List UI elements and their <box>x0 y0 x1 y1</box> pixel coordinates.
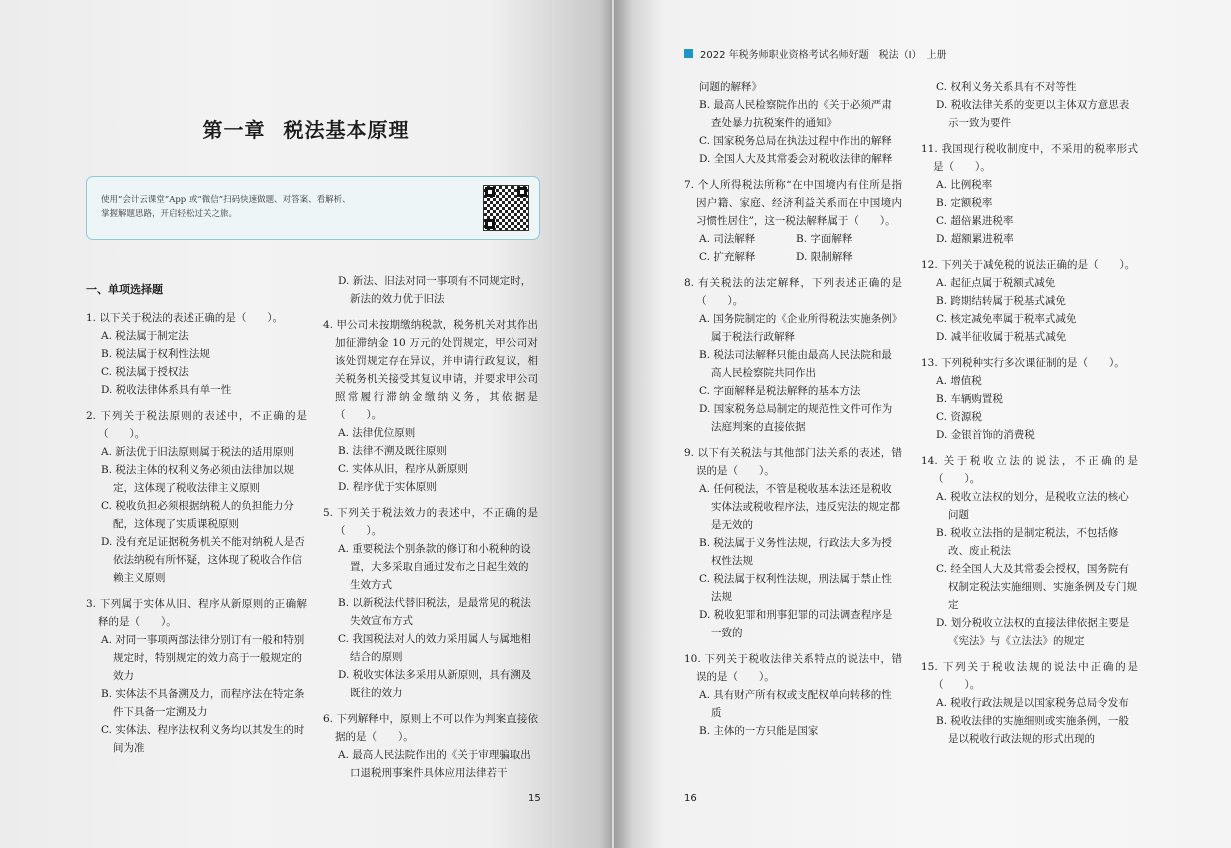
question-stem: 11. 我国现行税收制度中，不采用的税率形式是（ ）。 <box>921 143 1138 173</box>
answer-option: B. 字面解释 <box>796 233 853 245</box>
answer-option: C. 国家税务总局在执法过程中作出的解释 <box>699 135 892 147</box>
answer-option: A. 最高人民法院作出的《关于审理骗取出口退税刑事案件具体应用法律若干 <box>338 749 531 779</box>
question-stem: 7. 个人所得税法所称“在中国境内有住所是指因户籍、家庭、经济利益关系而在中国境内习惯性居住”，这一税法解释属于（ ）。 <box>684 179 902 227</box>
answer-option: A. 增值税 <box>936 375 982 387</box>
header-square-icon <box>684 49 693 58</box>
answer-option: A. 起征点属于税额式减免 <box>936 277 1056 289</box>
question-item <box>684 650 902 740</box>
answer-option: A. 比例税率 <box>936 179 993 191</box>
answer-option: D. 减半征收属于税基式减免 <box>936 331 1067 343</box>
question-item <box>684 274 902 436</box>
answer-option: A. 国务院制定的《企业所得税法实施条例》属于税法行政解释 <box>699 313 898 343</box>
qr-finder-icon <box>485 187 495 197</box>
answer-option: A. 具有财产所有权或支配权单向转移的性质 <box>699 689 892 719</box>
qr-finder-icon <box>485 219 495 229</box>
question-list <box>921 78 1138 748</box>
question-item <box>323 316 538 496</box>
section-title: 一、单项选择题 <box>86 283 163 296</box>
answer-option: C. 实体从旧，程序从新原则 <box>338 463 468 475</box>
question-item <box>323 272 538 308</box>
question-stem: 14. 关于税收立法的说法，不正确的是（ ）。 <box>921 455 1138 485</box>
question-stem: 8. 有关税法的法定解释，下列表述正确的是（ ）。 <box>684 277 902 307</box>
answer-option: A. 对同一事项两部法律分别订有一般和特别规定时，特别规定的效力高于一般规定的效力 <box>101 634 305 682</box>
answer-option: B. 车辆购置税 <box>936 393 1003 405</box>
answer-option: C. 字面解释是税法解释的基本方法 <box>699 385 861 397</box>
answer-option: C. 扩充解释 <box>699 251 756 263</box>
answer-option: B. 跨期结转属于税基式减免 <box>936 295 1066 307</box>
answer-option: A. 任何税法，不管是税收基本法还是税收实体法或税收程序法，违反宪法的规定都是无效的 <box>699 483 900 531</box>
answer-option: D. 国家税务总局制定的规范性文件可作为法庭判案的直接依据 <box>699 403 893 433</box>
answer-option: B. 税法主体的权利义务必须由法律加以规定，这体现了税收法律主义原则 <box>101 464 294 494</box>
answer-option: 问题的解释》 <box>699 81 762 93</box>
question-item <box>323 504 538 702</box>
question-stem: 10. 下列关于税收法律关系特点的说法中，错误的是（ ）。 <box>684 653 902 683</box>
right-column-1 <box>684 78 902 748</box>
chapter-name: 税法基本原理 <box>283 118 410 142</box>
question-item <box>921 256 1138 346</box>
answer-option: C. 实体法、程序法权利义务均以其发生的时间为准 <box>101 724 305 754</box>
answer-option: C. 超倍累进税率 <box>936 215 1014 227</box>
answer-option: D. 税收法律体系具有单一性 <box>101 384 232 396</box>
answer-option: B. 最高人民检察院作出的《关于必须严肃查处暴力抗税案件的通知》 <box>699 99 892 129</box>
answer-option: B. 实体法不具备溯及力，而程序法在特定条件下具备一定溯及力 <box>101 688 305 718</box>
answer-option: D. 税收犯罪和刑事犯罪的司法调查程序是一致的 <box>699 609 893 639</box>
qr-code-icon[interactable] <box>483 185 529 231</box>
question-stem: 3. 下列属于实体从旧、程序从新原则的正确解释的是（ ）。 <box>86 598 307 628</box>
question-item <box>921 452 1138 650</box>
answer-option: B. 税法属于权利性法规 <box>101 348 210 360</box>
page-number: 15 <box>528 793 541 804</box>
answer-option: A. 税收行政法规是以国家税务总局令发布 <box>936 697 1129 709</box>
answer-option: C. 经全国人大及其常委会授权，国务院有权制定税法实施细则、实施条例及专门规定 <box>936 563 1137 611</box>
answer-option: D. 程序优于实体原则 <box>338 481 437 493</box>
question-stem: 15. 下列关于税收法规的说法中正确的是（ ）。 <box>921 661 1138 691</box>
answer-option: D. 金银首饰的消费税 <box>936 429 1035 441</box>
question-stem: 2. 下列关于税法原则的表述中，不正确的是（ ）。 <box>86 410 307 440</box>
question-item <box>921 140 1138 248</box>
qr-notice-line: 使用“会计云课堂”App 或“微信”扫码快速做题、对答案、看解析、 <box>101 195 351 205</box>
answer-option: D. 新法、旧法对同一事项有不同规定时，新法的效力优于旧法 <box>338 275 532 305</box>
question-list <box>86 309 307 757</box>
answer-option: A. 重要税法个别条款的修订和小税种的设置，大多采取自通过发布之日起生效的生效方式 <box>338 543 531 591</box>
question-stem: 9. 以下有关税法与其他部门法关系的表述，错误的是（ ）。 <box>684 447 902 477</box>
question-item <box>323 710 538 782</box>
answer-option: A. 税收立法权的划分，是税收立法的核心问题 <box>936 491 1129 521</box>
question-list <box>684 78 902 740</box>
question-item <box>86 407 307 587</box>
question-item <box>921 78 1138 132</box>
answer-option-row <box>684 230 902 248</box>
answer-option: B. 主体的一方只能是国家 <box>699 725 819 737</box>
question-item <box>921 658 1138 748</box>
answer-option: B. 定额税率 <box>936 197 993 209</box>
question-stem: 12. 下列关于减免税的说法正确的是（ ）。 <box>921 259 1136 271</box>
page-number: 16 <box>684 793 697 804</box>
question-item <box>921 354 1138 444</box>
question-stem: 6. 下列解释中，原则上不可以作为判案直接依据的是（ ）。 <box>323 713 538 743</box>
question-stem: 5. 下列关于税法效力的表述中，不正确的是（ ）。 <box>323 507 538 537</box>
chapter-title <box>0 114 612 143</box>
qr-finder-icon <box>517 187 527 197</box>
answer-option: D. 税收法律关系的变更以主体双方意思表示一致为要件 <box>936 99 1130 129</box>
answer-option: B. 税法属于义务性法规，行政法大多为授权性法规 <box>699 537 892 567</box>
left-column-2 <box>323 272 538 790</box>
answer-option-row <box>684 248 902 266</box>
question-stem: 4. 甲公司未按期缴纳税款，税务机关对其作出加征滞纳金 10 万元的处罚规定，甲公司对该处罚规定存在异议，并申请行政复议，相关税务机关接受其复议申请，并要求甲公司照常履行滞纳金缴纳义务，其依据是（ ）。 <box>323 319 538 421</box>
answer-option: C. 税法属于权利性法规，刑法属于禁止性法规 <box>699 573 892 603</box>
answer-option: C. 税收负担必须根据纳税人的负担能力分配，这体现了实质课税原则 <box>101 500 294 530</box>
header-text: 2022 年税务师职业资格考试名师好题 税法（Ⅰ） 上册 <box>700 50 947 61</box>
chapter-number: 第一章 <box>202 118 266 142</box>
answer-option: A. 司法解释 <box>699 233 756 245</box>
answer-option: C. 我国税法对人的效力采用属人与属地相结合的原则 <box>338 633 531 663</box>
answer-option: A. 税法属于制定法 <box>101 330 189 342</box>
question-stem: 1. 以下关于税法的表述正确的是（ ）。 <box>86 312 284 324</box>
answer-option: C. 核定减免率属于税率式减免 <box>936 313 1077 325</box>
answer-option: D. 限制解释 <box>796 251 853 263</box>
question-item <box>684 444 902 642</box>
answer-option: C. 权利义务关系具有不对等性 <box>936 81 1077 93</box>
answer-option: D. 没有充足证据税务机关不能对纳税人是否依法纳税有所怀疑，这体现了税收合作信赖主义原则 <box>101 536 305 584</box>
running-header <box>684 46 947 61</box>
right-column-2 <box>921 78 1138 756</box>
answer-option: B. 税法司法解释只能由最高人民法院和最高人民检察院共同作出 <box>699 349 892 379</box>
question-stem: 13. 下列税种实行多次课征制的是（ ）。 <box>921 357 1125 369</box>
left-column-1 <box>86 281 307 765</box>
qr-notice-line: 掌握解题思路，开启轻松过关之旅。 <box>101 209 238 219</box>
answer-option: B. 税收法律的实施细则或实施条例，一般是以税收行政法规的形式出现的 <box>936 715 1129 745</box>
left-page <box>0 0 612 848</box>
question-item <box>86 595 307 757</box>
answer-option: C. 税法属于授权法 <box>101 366 189 378</box>
question-item <box>86 309 307 399</box>
qr-notice-text <box>101 193 431 221</box>
answer-option: D. 超额累进税率 <box>936 233 1014 245</box>
answer-option: B. 税收立法指的是制定税法，不包括修改、废止税法 <box>936 527 1119 557</box>
answer-option: A. 新法优于旧法原则属于税法的适用原则 <box>101 446 294 458</box>
answer-option: B. 以新税法代替旧税法，是最常见的税法失效宣布方式 <box>338 597 531 627</box>
question-item <box>684 176 902 266</box>
answer-option: C. 资源税 <box>936 411 982 423</box>
question-item <box>684 78 902 168</box>
answer-option: D. 税收实体法多采用从新原则，具有溯及既往的效力 <box>338 669 532 699</box>
qr-notice-box <box>86 176 540 240</box>
question-list <box>323 272 538 782</box>
answer-option: D. 全国人大及其常委会对税收法律的解释 <box>699 153 893 165</box>
answer-option: D. 划分税收立法权的直接法律依据主要是《宪法》与《立法法》的规定 <box>936 617 1130 647</box>
answer-option: B. 法律不溯及既往原则 <box>338 445 447 457</box>
answer-option: A. 法律优位原则 <box>338 427 416 439</box>
